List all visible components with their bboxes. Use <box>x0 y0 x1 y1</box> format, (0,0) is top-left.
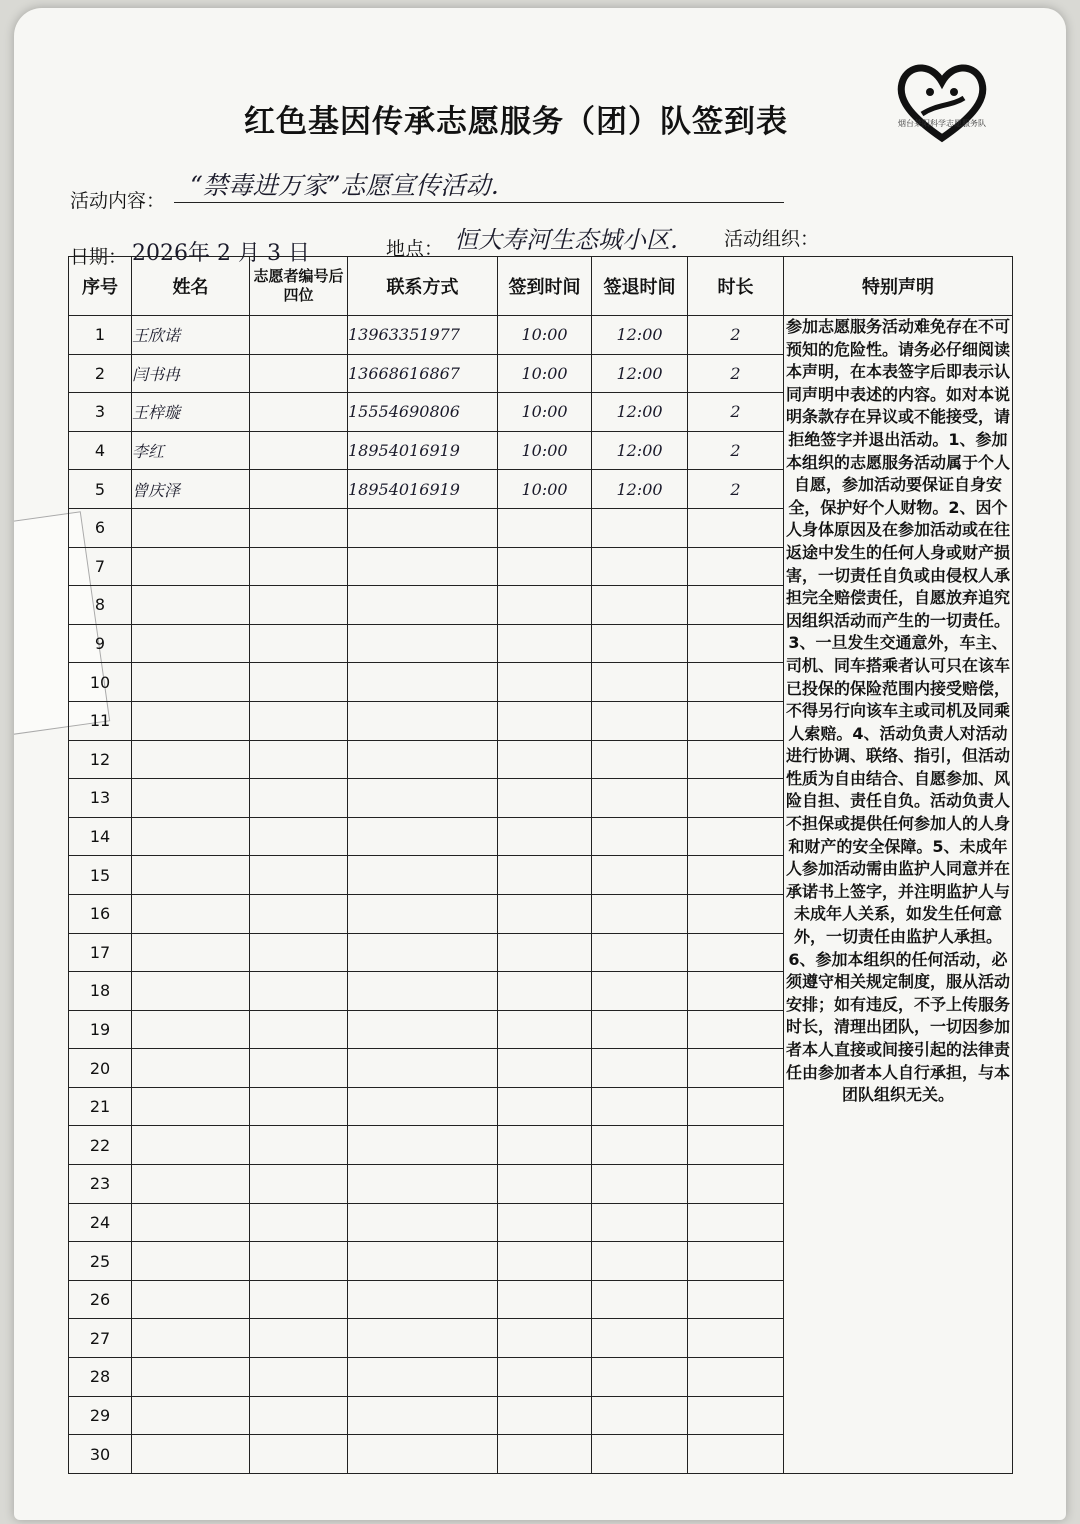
row-checkin <box>498 586 592 625</box>
row-seq: 23 <box>69 1165 132 1204</box>
row-checkout <box>592 1435 688 1474</box>
row-checkin <box>498 1242 592 1281</box>
place-value: 恒大寿河生态城小区． <box>454 226 694 254</box>
row-duration <box>688 856 784 895</box>
row-contact <box>348 1010 498 1049</box>
row-volunteer-id <box>250 779 348 818</box>
row-contact: 18954016919 <box>348 470 498 509</box>
row-seq: 15 <box>69 856 132 895</box>
row-name <box>132 1358 250 1397</box>
row-name <box>132 1049 250 1088</box>
row-checkin <box>498 856 592 895</box>
row-duration <box>688 894 784 933</box>
row-seq: 6 <box>69 508 132 547</box>
row-volunteer-id <box>250 1242 348 1281</box>
row-checkout <box>592 972 688 1011</box>
row-checkin <box>498 663 592 702</box>
row-volunteer-id <box>250 1126 348 1165</box>
row-volunteer-id <box>250 894 348 933</box>
row-checkout <box>592 1165 688 1204</box>
row-name <box>132 779 250 818</box>
place-label: 地点： <box>386 238 444 260</box>
row-duration: 2 <box>688 354 784 393</box>
row-seq: 26 <box>69 1280 132 1319</box>
row-seq: 2 <box>69 354 132 393</box>
row-contact <box>348 663 498 702</box>
row-checkin <box>498 1165 592 1204</box>
row-seq: 19 <box>69 1010 132 1049</box>
row-volunteer-id <box>250 1087 348 1126</box>
row-duration <box>688 1010 784 1049</box>
row-contact <box>348 586 498 625</box>
row-contact <box>348 817 498 856</box>
row-checkout <box>592 508 688 547</box>
row-checkout <box>592 1203 688 1242</box>
row-contact: 15554690806 <box>348 393 498 432</box>
sign-in-sheet <box>14 8 1066 1520</box>
row-checkin <box>498 933 592 972</box>
row-checkout: 12:00 <box>592 393 688 432</box>
row-checkout <box>592 740 688 779</box>
row-checkout <box>592 779 688 818</box>
row-contact: 13668616867 <box>348 354 498 393</box>
row-checkin <box>498 1358 592 1397</box>
row-volunteer-id <box>250 316 348 355</box>
row-contact <box>348 1203 498 1242</box>
row-volunteer-id <box>250 1358 348 1397</box>
header-name: 姓名 <box>132 257 250 316</box>
logo-caption: 烟台莱阳科学志愿服务队 <box>898 119 986 128</box>
row-checkout <box>592 663 688 702</box>
row-volunteer-id <box>250 663 348 702</box>
row-checkout <box>592 701 688 740</box>
row-seq: 11 <box>69 701 132 740</box>
row-checkout <box>592 1010 688 1049</box>
row-checkin: 10:00 <box>498 316 592 355</box>
row-volunteer-id <box>250 431 348 470</box>
header-seq: 序号 <box>69 257 132 316</box>
row-checkout <box>592 1280 688 1319</box>
row-checkin <box>498 1010 592 1049</box>
row-name: 闫书冉 <box>132 354 250 393</box>
row-contact <box>348 624 498 663</box>
row-duration <box>688 933 784 972</box>
table-row <box>69 316 1013 355</box>
row-contact <box>348 1087 498 1126</box>
row-seq: 9 <box>69 624 132 663</box>
row-contact <box>348 856 498 895</box>
row-duration <box>688 1280 784 1319</box>
row-name <box>132 972 250 1011</box>
row-checkout: 12:00 <box>592 316 688 355</box>
row-duration <box>688 1435 784 1474</box>
row-seq: 4 <box>69 431 132 470</box>
row-duration <box>688 972 784 1011</box>
row-name <box>132 701 250 740</box>
header-notice: 特别声明 <box>784 257 1013 316</box>
row-duration: 2 <box>688 470 784 509</box>
row-name <box>132 547 250 586</box>
row-duration <box>688 624 784 663</box>
row-duration <box>688 1087 784 1126</box>
row-contact <box>348 779 498 818</box>
row-checkout <box>592 586 688 625</box>
row-name <box>132 1165 250 1204</box>
row-checkin <box>498 1087 592 1126</box>
row-checkout: 12:00 <box>592 354 688 393</box>
row-checkin <box>498 1126 592 1165</box>
row-duration <box>688 1242 784 1281</box>
date-value: 2026年 2 月 3 日 <box>132 241 310 266</box>
row-seq: 13 <box>69 779 132 818</box>
row-volunteer-id <box>250 972 348 1011</box>
row-checkin: 10:00 <box>498 470 592 509</box>
row-duration <box>688 1165 784 1204</box>
row-duration <box>688 508 784 547</box>
attendance-table <box>68 256 1013 1474</box>
row-checkout <box>592 1396 688 1435</box>
row-seq: 28 <box>69 1358 132 1397</box>
row-volunteer-id <box>250 701 348 740</box>
row-name <box>132 586 250 625</box>
row-name: 李红 <box>132 431 250 470</box>
row-checkout <box>592 1358 688 1397</box>
row-contact: 13963351977 <box>348 316 498 355</box>
row-seq: 24 <box>69 1203 132 1242</box>
row-name <box>132 1396 250 1435</box>
row-name <box>132 933 250 972</box>
row-duration <box>688 1203 784 1242</box>
row-volunteer-id <box>250 547 348 586</box>
row-name <box>132 663 250 702</box>
row-name <box>132 1280 250 1319</box>
row-volunteer-id <box>250 470 348 509</box>
row-duration <box>688 1049 784 1088</box>
row-checkout <box>592 933 688 972</box>
row-contact <box>348 972 498 1011</box>
row-checkin <box>498 740 592 779</box>
row-volunteer-id <box>250 1203 348 1242</box>
row-seq: 17 <box>69 933 132 972</box>
row-duration <box>688 663 784 702</box>
row-contact <box>348 1242 498 1281</box>
row-name <box>132 508 250 547</box>
row-checkin <box>498 1280 592 1319</box>
row-seq: 12 <box>69 740 132 779</box>
row-duration <box>688 1319 784 1358</box>
row-contact <box>348 933 498 972</box>
row-seq: 25 <box>69 1242 132 1281</box>
row-seq: 20 <box>69 1049 132 1088</box>
row-volunteer-id <box>250 1049 348 1088</box>
row-volunteer-id <box>250 817 348 856</box>
row-checkin <box>498 1049 592 1088</box>
row-seq: 10 <box>69 663 132 702</box>
row-contact <box>348 740 498 779</box>
organizer-label: 活动组织： <box>724 228 820 250</box>
row-volunteer-id <box>250 1280 348 1319</box>
form-title: 红色基因传承志愿服务（团）队签到表 <box>244 104 788 140</box>
row-checkin <box>498 508 592 547</box>
row-volunteer-id <box>250 624 348 663</box>
row-seq: 27 <box>69 1319 132 1358</box>
row-seq: 5 <box>69 470 132 509</box>
row-checkin <box>498 701 592 740</box>
row-checkout: 12:00 <box>592 431 688 470</box>
row-checkout <box>592 817 688 856</box>
row-volunteer-id <box>250 1435 348 1474</box>
row-name: 王欣诺 <box>132 316 250 355</box>
header-duration: 时长 <box>688 257 784 316</box>
row-contact <box>348 1358 498 1397</box>
row-seq: 29 <box>69 1396 132 1435</box>
row-checkin <box>498 1319 592 1358</box>
row-contact <box>348 1126 498 1165</box>
row-name <box>132 1319 250 1358</box>
row-duration <box>688 586 784 625</box>
row-contact <box>348 1280 498 1319</box>
row-checkout <box>592 547 688 586</box>
row-name <box>132 1087 250 1126</box>
row-seq: 8 <box>69 586 132 625</box>
row-volunteer-id <box>250 856 348 895</box>
row-checkin: 10:00 <box>498 354 592 393</box>
row-seq: 7 <box>69 547 132 586</box>
row-checkin <box>498 547 592 586</box>
row-name <box>132 856 250 895</box>
row-duration <box>688 779 784 818</box>
header-volunteer-id: 志愿者编号后四位 <box>250 257 348 316</box>
row-seq: 18 <box>69 972 132 1011</box>
row-contact: 18954016919 <box>348 431 498 470</box>
row-duration <box>688 1126 784 1165</box>
row-checkin <box>498 1396 592 1435</box>
row-checkout <box>592 894 688 933</box>
row-checkout <box>592 1319 688 1358</box>
row-name <box>132 624 250 663</box>
row-checkout <box>592 1087 688 1126</box>
header-checkout: 签退时间 <box>592 257 688 316</box>
row-name <box>132 817 250 856</box>
organization-logo-icon <box>882 54 1002 150</box>
activity-underline <box>174 202 784 203</box>
row-checkin: 10:00 <box>498 393 592 432</box>
row-volunteer-id <box>250 508 348 547</box>
row-checkout <box>592 856 688 895</box>
row-name <box>132 1435 250 1474</box>
row-checkin: 10:00 <box>498 431 592 470</box>
row-duration <box>688 1358 784 1397</box>
row-contact <box>348 1049 498 1088</box>
row-contact <box>348 1165 498 1204</box>
row-volunteer-id <box>250 586 348 625</box>
row-duration <box>688 1396 784 1435</box>
date-label: 日期： <box>70 246 128 268</box>
row-checkout <box>592 1049 688 1088</box>
special-notice-text: 参加志愿服务活动难免存在不可预知的危险性。请务必仔细阅读本声明，在本表签字后即表示认同声明中表述的内容。如对本说明条款存在异议或不能接受，请拒绝签字并退出活动。1、参加本组织的志愿服务活动属于个人自愿，参加活动要保证自身安全，保护好个人财物。2、因个人身体原因及在参加活动或在往返途中发生的任何人身或财产损害，一切责任自负或由侵权人承担完全赔偿责任，自愿放弃追究因组织活动而产生的一切责任。3、一旦发生交通意外，车主、司机、同车搭乘者认可只在该车已投保的保险范围内接受赔偿，不得另行向该车主或司机及同乘人索赔。4、活动负责人对活动进行协调、联络、指引，但活动性质为自由结合、自愿参加、风险自担、责任自负。活动负责人不担保或提供任何参加人的人身和财产的安全保障。5、未成年人参加活动需由监护人同意并在承诺书上签字，并注明监护人与未成年人关系，如发生任何意外，一切责任由监护人承担。6、参加本组织的任何活动，必须遵守相关规定制度，服从活动安排；如有违反，不予上传服务时长，清理出团队，一切因参加者本人直接或间接引起的法律责任由参加者本人自行承担，与本团队组织无关。 <box>784 316 1013 1474</box>
header-contact: 联系方式 <box>348 257 498 316</box>
row-seq: 16 <box>69 894 132 933</box>
row-seq: 1 <box>69 316 132 355</box>
row-volunteer-id <box>250 933 348 972</box>
row-volunteer-id <box>250 1396 348 1435</box>
row-name <box>132 740 250 779</box>
row-checkout <box>592 1242 688 1281</box>
row-name <box>132 1010 250 1049</box>
row-name <box>132 894 250 933</box>
row-seq: 14 <box>69 817 132 856</box>
row-duration <box>688 701 784 740</box>
activity-value: “禁毒进万家”志愿宣传活动． <box>190 171 516 200</box>
row-contact <box>348 701 498 740</box>
row-duration <box>688 547 784 586</box>
row-duration: 2 <box>688 316 784 355</box>
row-checkin <box>498 1203 592 1242</box>
row-seq: 3 <box>69 393 132 432</box>
header-checkin: 签到时间 <box>498 257 592 316</box>
row-seq: 21 <box>69 1087 132 1126</box>
row-duration: 2 <box>688 393 784 432</box>
row-checkin <box>498 624 592 663</box>
row-name: 曾庆泽 <box>132 470 250 509</box>
row-checkout: 12:00 <box>592 470 688 509</box>
row-name <box>132 1203 250 1242</box>
row-contact <box>348 1435 498 1474</box>
row-checkin <box>498 779 592 818</box>
activity-label: 活动内容： <box>70 190 166 212</box>
row-checkin <box>498 972 592 1011</box>
row-contact <box>348 1396 498 1435</box>
row-checkout <box>592 624 688 663</box>
row-checkin <box>498 1435 592 1474</box>
row-volunteer-id <box>250 1165 348 1204</box>
row-name <box>132 1242 250 1281</box>
row-duration: 2 <box>688 431 784 470</box>
row-seq: 22 <box>69 1126 132 1165</box>
row-checkin <box>498 817 592 856</box>
row-name: 王梓璇 <box>132 393 250 432</box>
row-volunteer-id <box>250 393 348 432</box>
row-volunteer-id <box>250 1319 348 1358</box>
row-checkin <box>498 894 592 933</box>
row-contact <box>348 1319 498 1358</box>
row-volunteer-id <box>250 740 348 779</box>
row-volunteer-id <box>250 354 348 393</box>
row-duration <box>688 740 784 779</box>
row-name <box>132 1126 250 1165</box>
row-checkout <box>592 1126 688 1165</box>
row-contact <box>348 894 498 933</box>
row-volunteer-id <box>250 1010 348 1049</box>
row-contact <box>348 508 498 547</box>
row-contact <box>348 547 498 586</box>
row-duration <box>688 817 784 856</box>
header-row <box>69 257 1013 316</box>
row-seq: 30 <box>69 1435 132 1474</box>
